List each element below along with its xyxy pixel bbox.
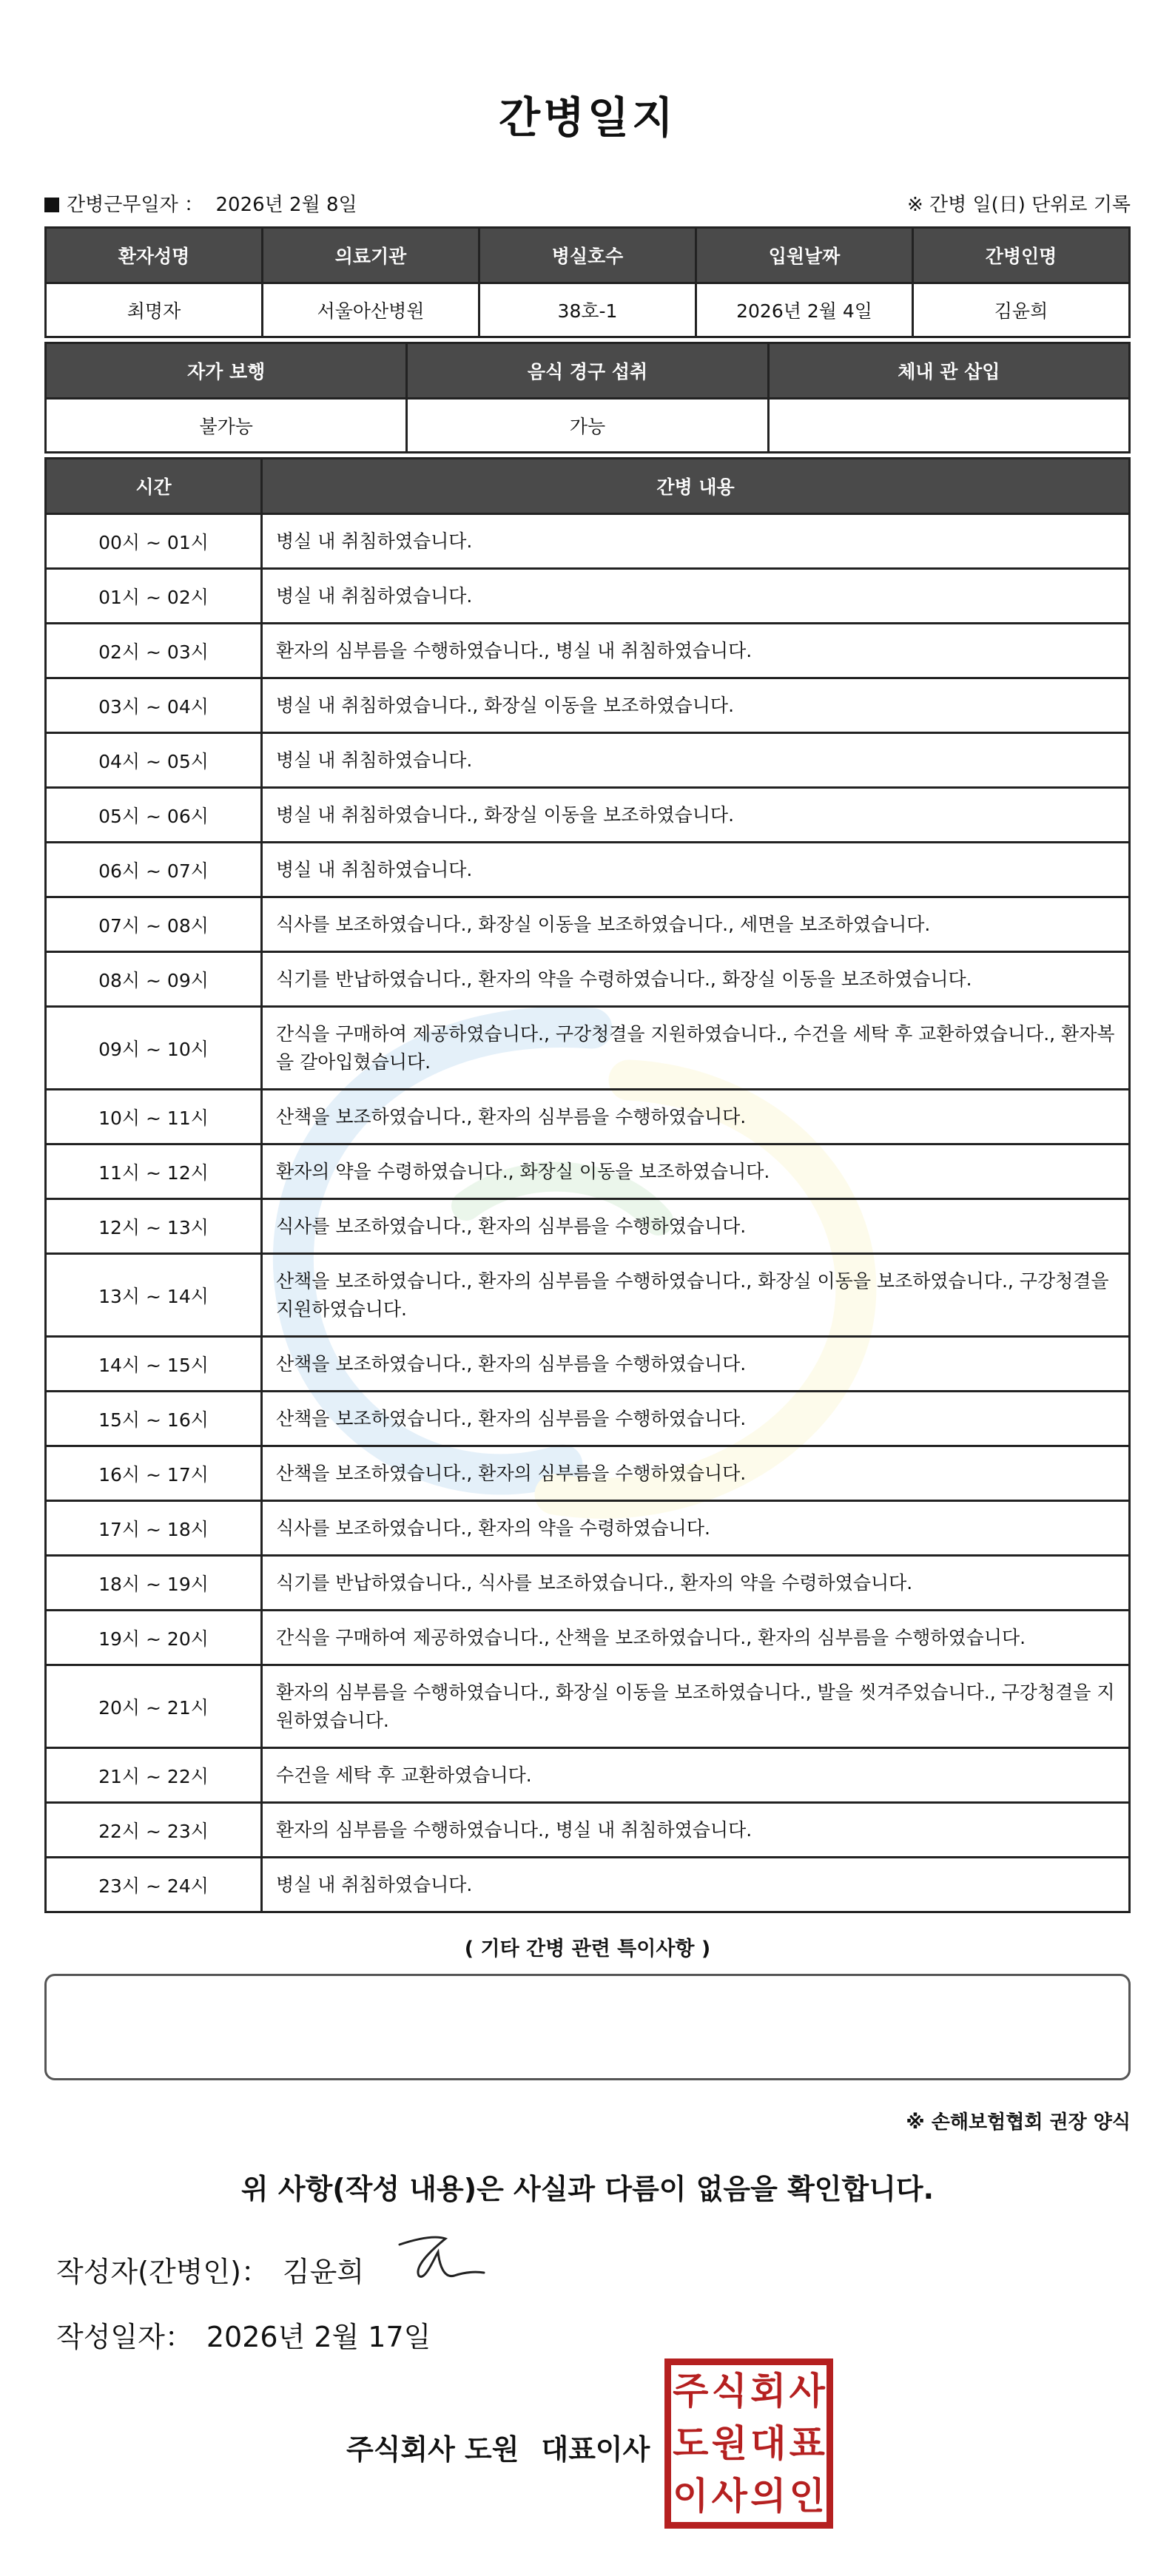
row-time: 18시 ~ 19시: [46, 1556, 262, 1611]
row-time: 09시 ~ 10시: [46, 1007, 262, 1090]
row-content: 간식을 구매하여 제공하였습니다., 산책을 보조하였습니다., 환자의 심부름을 수행하였습니다.: [262, 1611, 1130, 1665]
written-date-value: 2026년 2월 17일: [206, 2321, 431, 2353]
table-row: [46, 569, 1130, 624]
row-time: 13시 ~ 14시: [46, 1254, 262, 1337]
header-tube-insertion: 체내 관 삽입: [768, 343, 1129, 399]
table-row: [46, 514, 1130, 569]
table-row: [46, 897, 1130, 952]
table-row: [46, 843, 1130, 897]
row-content: 식사를 보조하였습니다., 환자의 심부름을 수행하였습니다.: [262, 1199, 1130, 1254]
seal-character: 인: [789, 2474, 825, 2518]
self-walking: 불가능: [46, 399, 407, 453]
table-row: [46, 1501, 1130, 1556]
row-content: 병실 내 취침하였습니다.: [262, 514, 1130, 569]
care-log-table: [44, 457, 1131, 1913]
signature-icon: [392, 2230, 488, 2289]
square-bullet-icon: [44, 198, 59, 212]
row-time: 10시 ~ 11시: [46, 1090, 262, 1144]
header-oral-intake: 음식 경구 섭취: [407, 343, 768, 399]
row-time: 07시 ~ 08시: [46, 897, 262, 952]
row-content: 환자의 심부름을 수행하였습니다., 화장실 이동을 보조하였습니다., 발을 씻겨주었습니다., 구강청결을 지원하였습니다.: [262, 1665, 1130, 1748]
seal-character: 회: [750, 2370, 787, 2413]
row-content: 병실 내 취침하였습니다.: [262, 1858, 1130, 1912]
seal-character: 표: [789, 2421, 825, 2465]
table-row: [46, 1556, 1130, 1611]
form-note: ※ 손해보험협회 권장 양식: [906, 2111, 1131, 2134]
row-time: 03시 ~ 04시: [46, 678, 262, 733]
oral-intake: 가능: [407, 399, 768, 453]
row-time: 02시 ~ 03시: [46, 624, 262, 678]
table-row: [46, 733, 1130, 788]
caregiver-name: 김윤희: [913, 283, 1130, 337]
row-time: 19시 ~ 20시: [46, 1611, 262, 1665]
table-row: [46, 1748, 1130, 1803]
hospital: 서울아산병원: [263, 283, 479, 337]
row-content: 산책을 보조하였습니다., 환자의 심부름을 수행하였습니다.: [262, 1090, 1130, 1144]
company-seal: [664, 2358, 833, 2529]
row-time: 16시 ~ 17시: [46, 1446, 262, 1501]
table-row: [46, 952, 1130, 1007]
row-time: 20시 ~ 21시: [46, 1665, 262, 1748]
row-time: 22시 ~ 23시: [46, 1803, 262, 1858]
header-self-walking: 자가 보행: [46, 343, 407, 399]
table-row: [46, 624, 1130, 678]
table-row: [46, 1199, 1130, 1254]
row-content: 병실 내 취침하였습니다.: [262, 569, 1130, 624]
row-content: 병실 내 취침하였습니다.: [262, 733, 1130, 788]
row-content: 산책을 보조하였습니다., 환자의 심부름을 수행하였습니다.: [262, 1337, 1130, 1392]
table-row: [46, 1858, 1130, 1912]
confirmation-statement: 위 사항(작성 내용)은 사실과 다름이 없음을 확인합니다.: [240, 2173, 935, 2205]
special-notes-box: [44, 1974, 1131, 2080]
row-content: 식기를 반납하였습니다., 식사를 보조하였습니다., 환자의 약을 수령하였습니다.: [262, 1556, 1130, 1611]
row-time: 08시 ~ 09시: [46, 952, 262, 1007]
table-row: [46, 1611, 1130, 1665]
table-row: [46, 788, 1130, 843]
row-time: 00시 ~ 01시: [46, 514, 262, 569]
work-date-label: 간병근무일자 ：: [67, 194, 203, 216]
row-time: 05시 ~ 06시: [46, 788, 262, 843]
table-row: [46, 1803, 1130, 1858]
row-time: 23시 ~ 24시: [46, 1858, 262, 1912]
room-number: 38호-1: [479, 283, 696, 337]
work-date-value: 2026년 2월 8일: [215, 194, 357, 216]
header-patient-name: 환자성명: [46, 228, 263, 283]
row-time: 06시 ~ 07시: [46, 843, 262, 897]
header-time: 시간: [46, 459, 262, 514]
table-row: [46, 1446, 1130, 1501]
row-time: 14시 ~ 15시: [46, 1337, 262, 1392]
row-time: 04시 ~ 05시: [46, 733, 262, 788]
row-content: 식기를 반납하였습니다., 환자의 약을 수령하였습니다., 화장실 이동을 보조하였습니다.: [262, 952, 1130, 1007]
row-content: 병실 내 취침하였습니다., 화장실 이동을 보조하였습니다.: [262, 788, 1130, 843]
row-content: 수건을 세탁 후 교환하였습니다.: [262, 1748, 1130, 1803]
row-time: 01시 ~ 02시: [46, 569, 262, 624]
patient-name: 최명자: [46, 283, 263, 337]
admission-date: 2026년 2월 4일: [696, 283, 913, 337]
row-content: 식사를 보조하였습니다., 환자의 약을 수령하였습니다.: [262, 1501, 1130, 1556]
company-line: [346, 2427, 650, 2467]
table-row: [46, 1090, 1130, 1144]
row-time: 12시 ~ 13시: [46, 1199, 262, 1254]
header-admission-date: 입원날짜: [696, 228, 913, 283]
table-row: [46, 1007, 1130, 1090]
page-title: 간병일지: [498, 92, 677, 143]
writer-name: 김윤희: [282, 2256, 365, 2288]
table-row: [46, 1144, 1130, 1199]
row-content: 산책을 보조하였습니다., 환자의 심부름을 수행하였습니다.: [262, 1392, 1130, 1446]
seal-character: 대: [750, 2421, 787, 2465]
special-notes-title: ( 기타 간병 관련 특이사항 ): [464, 1938, 711, 1960]
row-content: 환자의 심부름을 수행하였습니다., 병실 내 취침하였습니다.: [262, 624, 1130, 678]
seal-character: 원: [711, 2421, 747, 2465]
row-time: 17시 ~ 18시: [46, 1501, 262, 1556]
row-content: 간식을 구매하여 제공하였습니다., 구강청결을 지원하였습니다., 수건을 세탁 후 교환하였습니다., 환자복을 갈아입혔습니다.: [262, 1007, 1130, 1090]
row-content: 환자의 약을 수령하였습니다., 화장실 이동을 보조하였습니다.: [262, 1144, 1130, 1199]
patient-status-table: [44, 342, 1131, 454]
seal-character: 이: [673, 2474, 709, 2518]
ceo-title: 대표이사: [541, 2433, 650, 2466]
unit-note: ※ 간병 일(日) 단위로 기록: [906, 194, 1131, 216]
writer-line: [56, 2249, 364, 2290]
table-row: [46, 1665, 1130, 1748]
table-row: [46, 1254, 1130, 1337]
header-hospital: 의료기관: [263, 228, 479, 283]
row-content: 병실 내 취침하였습니다.: [262, 843, 1130, 897]
row-content: 산책을 보조하였습니다., 환자의 심부름을 수행하였습니다., 화장실 이동을 보조하였습니다., 구강청결을 지원하였습니다.: [262, 1254, 1130, 1337]
row-content: 병실 내 취침하였습니다., 화장실 이동을 보조하였습니다.: [262, 678, 1130, 733]
row-time: 11시 ~ 12시: [46, 1144, 262, 1199]
company-name: 주식회사 도원: [346, 2433, 519, 2466]
header-care-content: 간병 내용: [262, 459, 1130, 514]
tube-insertion: [768, 399, 1129, 453]
work-date: [44, 189, 357, 217]
table-row: [46, 678, 1130, 733]
writer-label: 작성자(간병인)：: [56, 2256, 269, 2288]
seal-character: 식: [711, 2370, 747, 2413]
header-caregiver: 간병인명: [913, 228, 1130, 283]
seal-character: 의: [750, 2474, 787, 2518]
seal-character: 사: [711, 2474, 747, 2518]
row-content: 환자의 심부름을 수행하였습니다., 병실 내 취침하였습니다.: [262, 1803, 1130, 1858]
row-time: 15시 ~ 16시: [46, 1392, 262, 1446]
row-content: 산책을 보조하였습니다., 환자의 심부름을 수행하였습니다.: [262, 1446, 1130, 1501]
seal-character: 사: [789, 2370, 825, 2413]
seal-character: 도: [673, 2421, 709, 2465]
written-date-label: 작성일자：: [56, 2321, 193, 2353]
table-row: [46, 1392, 1130, 1446]
row-content: 식사를 보조하였습니다., 화장실 이동을 보조하였습니다., 세면을 보조하였습니다.: [262, 897, 1130, 952]
seal-character: 주: [673, 2370, 709, 2413]
row-time: 21시 ~ 22시: [46, 1748, 262, 1803]
header-room: 병실호수: [479, 228, 696, 283]
written-date-line: [56, 2314, 431, 2355]
table-row: [46, 1337, 1130, 1392]
patient-info-table: [44, 226, 1131, 338]
